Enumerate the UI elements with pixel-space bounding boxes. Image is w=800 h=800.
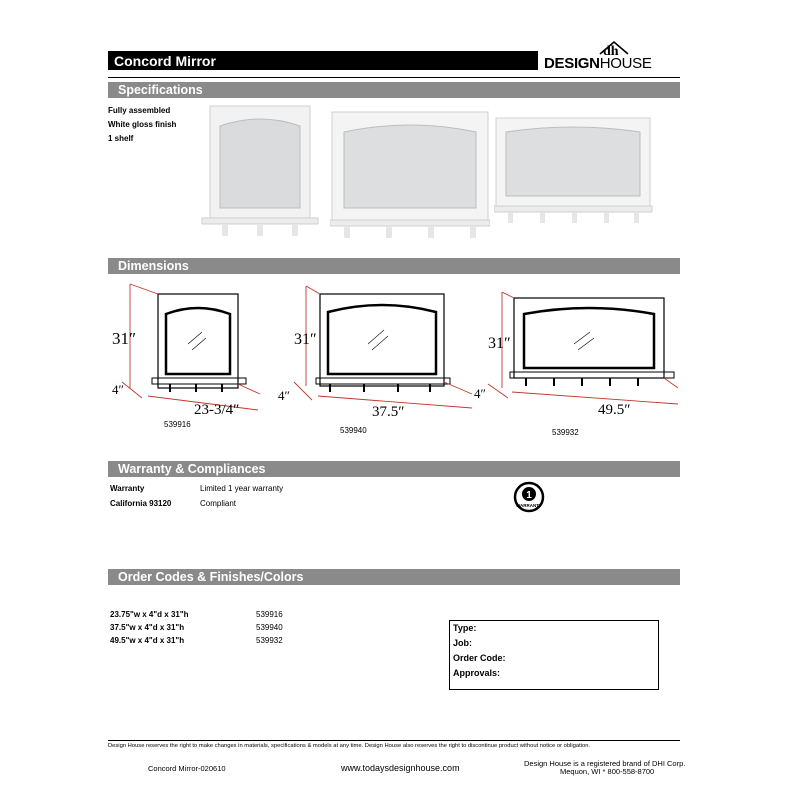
section-heading: Warranty & Compliances	[118, 462, 266, 476]
section-dimensions	[108, 258, 680, 274]
section-heading: Order Codes & Finishes/Colors	[118, 570, 304, 584]
type-field-label: Type:	[453, 623, 477, 633]
svg-text:dh: dh	[603, 44, 619, 59]
dimension-drawing-539916	[108, 278, 268, 418]
order-size: 49.5"w x 4"d x 31"h	[110, 636, 185, 645]
depth-label: 4″	[474, 386, 486, 401]
depth-label: 4″	[112, 382, 124, 397]
section-heading: Dimensions	[118, 259, 189, 273]
disclaimer-text: Design House reserves the right to make changes in materials, specifications & models at any time. Design House also reserves the right to discontinue product without notice or obligation.	[108, 743, 591, 749]
width-label: 23-3/4″	[194, 402, 240, 418]
spec-item: Fully assembled	[108, 106, 171, 115]
footer-divider	[108, 740, 680, 741]
logo-wordmark: DESIGNHOUSE	[544, 55, 652, 72]
brand-statement: Design House is a registered brand of DHI Corp.	[524, 759, 686, 768]
job-field-label: Job:	[453, 638, 472, 648]
warranty-value: Limited 1 year warranty	[200, 484, 284, 493]
order-size: 37.5"w x 4"d x 31"h	[110, 623, 185, 632]
height-label: 31″	[112, 329, 137, 348]
compliance-value: Compliant	[200, 499, 237, 508]
svg-text:1: 1	[526, 490, 532, 501]
section-order-codes	[108, 569, 680, 585]
section-specifications	[108, 82, 680, 98]
warranty-label: Warranty	[110, 484, 145, 493]
page-title: Concord Mirror	[114, 53, 216, 69]
model-number: 539916	[164, 420, 191, 429]
compliance-label: California 93120	[110, 499, 172, 508]
website-link[interactable]: www.todaysdesignhouse.com	[341, 763, 460, 773]
product-photo-539916	[200, 104, 320, 240]
section-heading: Specifications	[118, 83, 203, 97]
document-code: Concord Mirror-020610	[148, 764, 226, 773]
height-label: 31″	[488, 335, 511, 352]
height-label: 31″	[294, 331, 317, 348]
order-code: 539940	[256, 623, 283, 632]
width-label: 37.5″	[372, 404, 405, 420]
approvals-field-label: Approvals:	[453, 668, 501, 678]
dimension-drawing-539940	[276, 282, 476, 422]
depth-label: 4″	[278, 388, 290, 403]
contact-line: Mequon, WI * 800-558-8700	[560, 767, 655, 776]
spec-item: White gloss finish	[108, 120, 177, 129]
order-form-box[interactable]	[449, 620, 659, 690]
svg-text:WARRANTY: WARRANTY	[516, 503, 542, 508]
spec-item: 1 shelf	[108, 134, 134, 143]
width-label: 49.5″	[598, 402, 631, 418]
product-photo-539932	[494, 116, 656, 228]
model-number: 539940	[340, 426, 367, 435]
order-code: 539916	[256, 610, 283, 619]
title-bar	[108, 51, 538, 70]
warranty-badge-icon	[513, 481, 545, 513]
order-size: 23.75"w x 4"d x 31"h	[110, 610, 189, 619]
order-code: 539932	[256, 636, 283, 645]
header-divider	[108, 77, 680, 78]
design-house-logo	[540, 38, 680, 74]
section-warranty	[108, 461, 680, 477]
product-photo-539940	[330, 110, 490, 242]
dimension-drawing-539932	[474, 292, 680, 420]
model-number: 539932	[552, 428, 579, 437]
order-code-field-label: Order Code:	[453, 653, 506, 663]
